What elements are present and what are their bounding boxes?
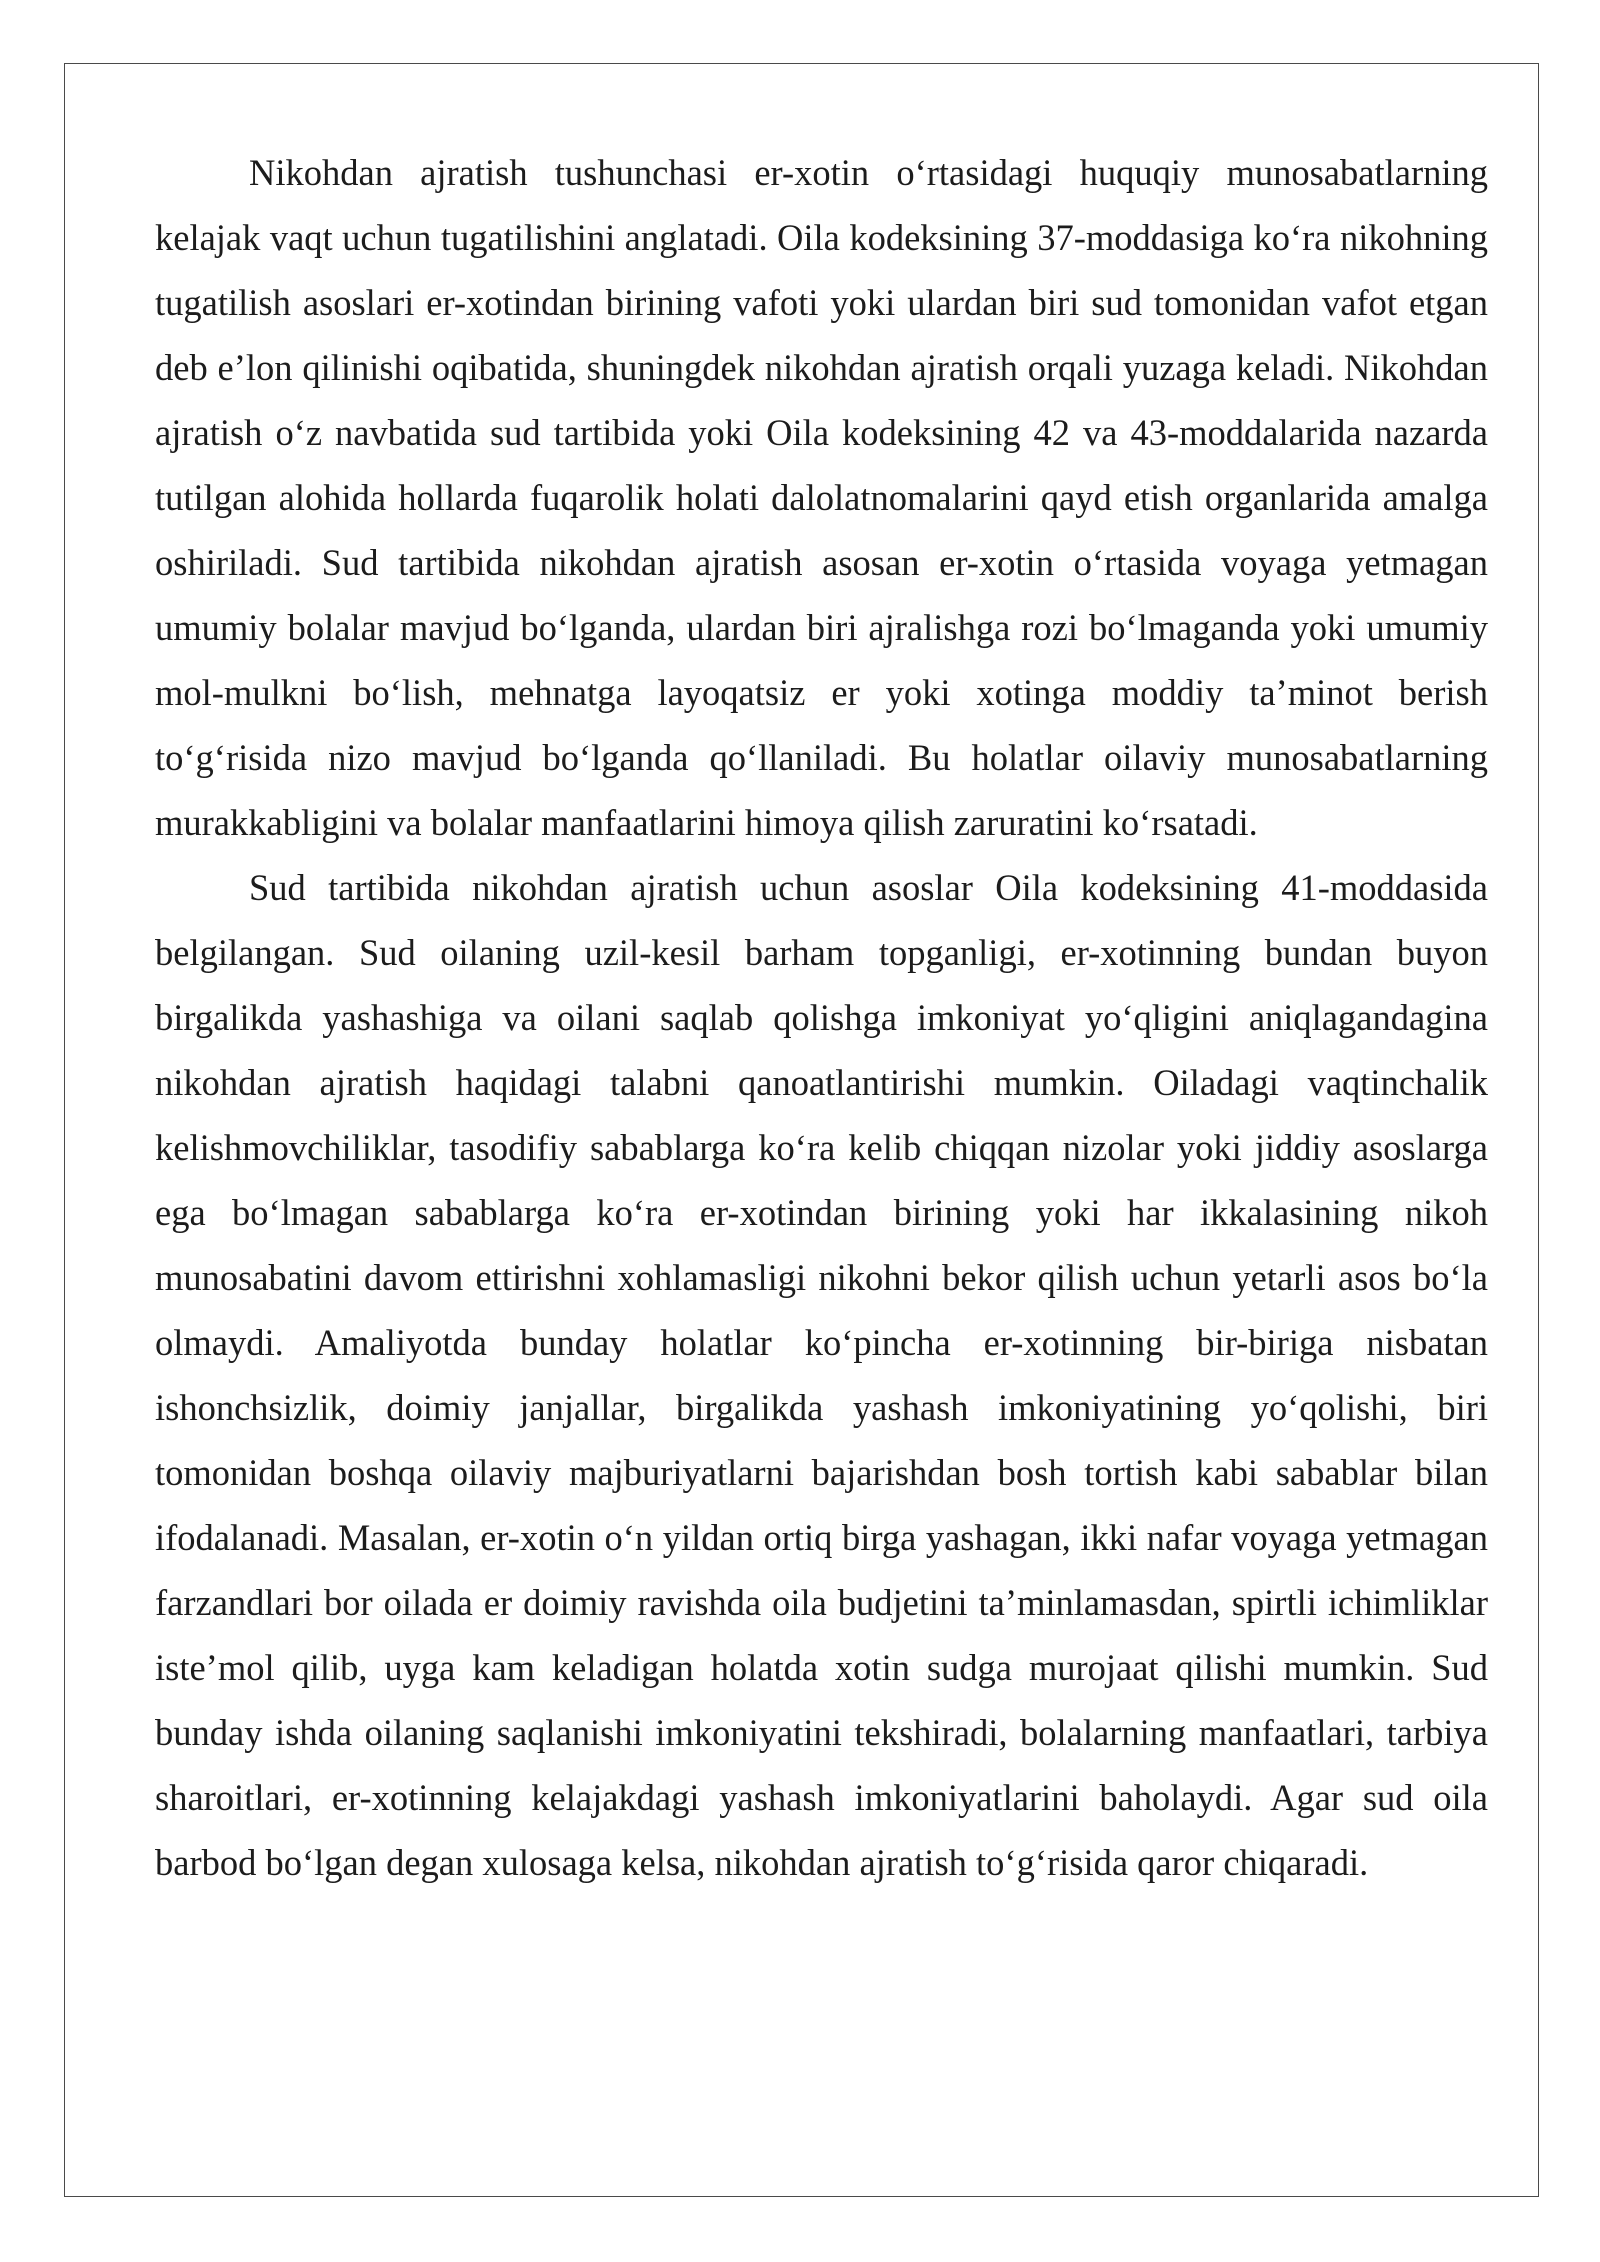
paragraph: Sud tartibida nikohdan ajratish uchun asoslar Oila kodeksining 41-moddasida belgilangan. Sud oilaning uzil-kesil barham topganligi, er-xotinning bundan buyon birgalikda yashashiga va oilani saqlab qolishga imkoniyat yo‘qligini aniqlagandagina nikohdan ajratish haqidagi talabni qanoatlantirishi mumkin. Oiladagi vaqtinchalik kelishmovchiliklar, tasodifiy sabablarga ko‘ra kelib chiqqan nizolar yoki jiddiy asoslarga ega bo‘lmagan sabablarga ko‘ra er-xotindan birining yoki har ikkalasining nikoh munosabatini davom ettirishni xohlamasligi nikohni bekor qilish uchun yetarli asos bo‘la olmaydi. Amaliyotda bunday holatlar ko‘pincha er-xotinning bir-biriga nisbatan ishonchsizlik, doimiy janjallar, birgalikda yashash imkoniyatining yo‘qolishi, biri tomonidan boshqa oilaviy majburiyatlarni bajarishdan bosh tortish kabi sabablar bilan ifodalanadi. Masalan, er-xotin o‘n yildan ortiq birga yashagan, ikki nafar voyaga yetmagan farzandlari bor oilada er doimiy ravishda oila budjetini ta’minlamasdan, spirtli ichimliklar iste’mol qilib, uyga kam keladigan holatda xotin sudga murojaat qilishi mumkin. Sud bunday ishda oilaning saqlanishi imkoniyatini tekshiradi, bolalarning manfaatlari, tarbiya sharoitlari, er-xotinning kelajakdagi yashash imkoniyatlarini baholaydi. Agar sud oila barbod bo‘lgan degan xulosaga kelsa, nikohdan ajratish to‘g‘risida qaror chiqaradi. <box>155 867 1488 1883</box>
document-body <box>155 140 1488 1895</box>
paragraph: Nikohdan ajratish tushunchasi er-xotin o‘rtasidagi huquqiy munosabatlarning kelajak vaqt uchun tugatilishini anglatadi. Oila kodeksining 37-moddasiga ko‘ra nikohning tugatilish asoslari er-xotindan birining vafoti yoki ulardan biri sud tomonidan vafot etgan deb e’lon qilinishi oqibatida, shuningdek nikohdan ajratish orqali yuzaga keladi. Nikohdan ajratish o‘z navbatida sud tartibida yoki Oila kodeksining 42 va 43-moddalarida nazarda tutilgan alohida hollarda fuqarolik holati dalolatnomalarini qayd etish organlarida amalga oshiriladi. Sud tartibida nikohdan ajratish asosan er-xotin o‘rtasida voyaga yetmagan umumiy bolalar mavjud bo‘lganda, ulardan biri ajralishga rozi bo‘lmaganda yoki umumiy mol-mulkni bo‘lish, mehnatga layoqatsiz er yoki xotinga moddiy ta’minot berish to‘g‘risida nizo mavjud bo‘lganda qo‘llaniladi. Bu holatlar oilaviy munosabatlarning murakkabligini va bolalar manfaatlarini himoya qilish zaruratini ko‘rsatadi. <box>155 152 1488 843</box>
